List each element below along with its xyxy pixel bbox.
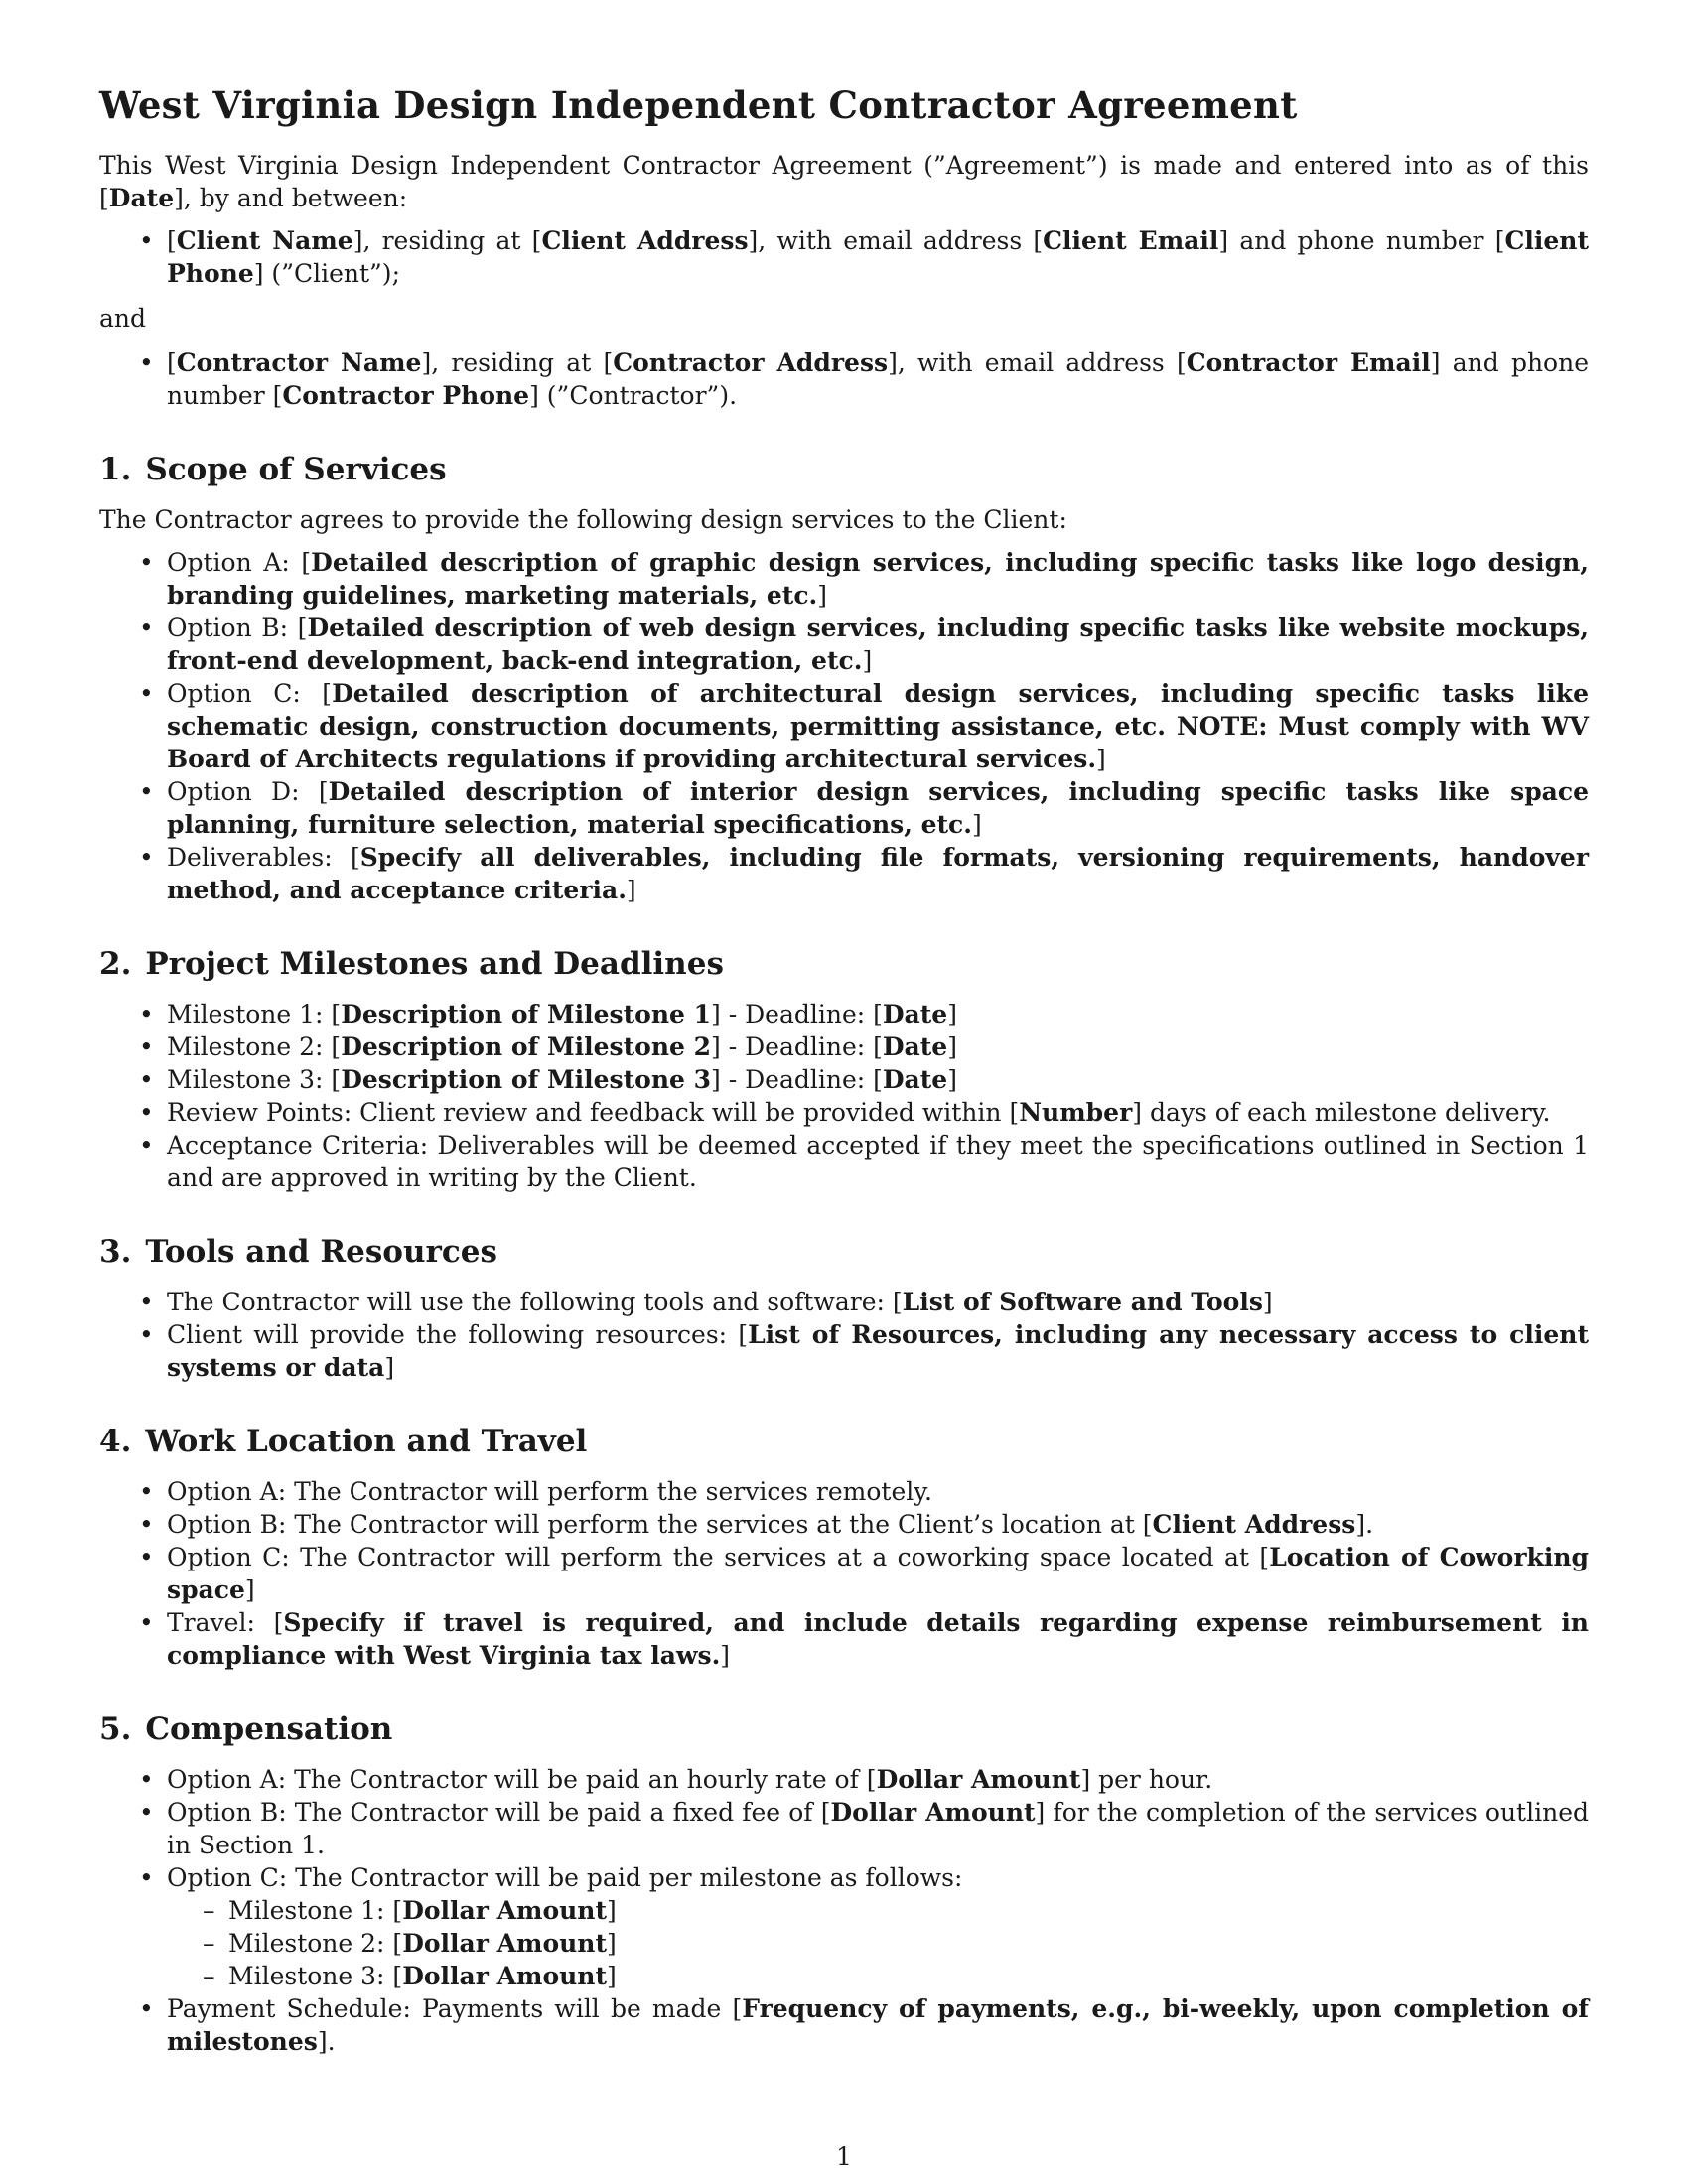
- client-party: • [Client Name], residing at [Client Address], with email address [Client Email] and phone number [Client Phone] (”Client”);: [99, 224, 1589, 290]
- document-title: West Virginia Design Independent Contractor Agreement: [99, 83, 1298, 127]
- list-item: • Option B: [Detailed description of web design services, including specific tasks like website mockups, front-end development, back-end integration, etc.]: [99, 612, 1589, 677]
- scope-intro: The Contractor agrees to provide the following design services to the Client:: [99, 505, 1067, 534]
- list-item: • Option A: [Detailed description of graphic design services, including specific tasks like logo design, branding guidelines, marketing materials, etc.]: [99, 546, 1589, 612]
- list-item: • Option C: The Contractor will be paid per milestone as follows: – Milestone 1: [Dollar Amount] – Milestone 2: [Dollar Amount] – Milestone 3: [Dollar Amount]: [99, 1861, 1589, 1992]
- list-item: • Option A: The Contractor will perform the services remotely.: [99, 1475, 1589, 1508]
- milestone-payment-list: [167, 1894, 1589, 1992]
- scope-list: [99, 546, 1589, 906]
- list-item: • Acceptance Criteria: Deliverables will be deemed accepted if they meet the specifications outlined in Section 1 and are approved in writing by the Client.: [99, 1129, 1589, 1194]
- list-item: • The Contractor will use the following tools and software: [List of Software and Tools]: [99, 1286, 1589, 1318]
- section-heading-location: 4. Work Location and Travel: [99, 1424, 588, 1459]
- list-item: – Milestone 3: [Dollar Amount]: [167, 1960, 1589, 1992]
- client-party-list: [99, 224, 1589, 290]
- date-placeholder: Date: [108, 184, 175, 212]
- and-text: and: [99, 304, 147, 333]
- list-item: • Option C: [Detailed description of architectural design services, including specific tasks like schematic design, construction documents, permitting assistance, etc. NOTE: Must comply with WV Board of Architects regulations if providing architectural services.]: [99, 677, 1589, 775]
- list-item: • Option C: The Contractor will perform the services at a coworking space located at [Location of Coworking space]: [99, 1541, 1589, 1606]
- section-heading-compensation: 5. Compensation: [99, 1711, 393, 1747]
- list-item: – Milestone 1: [Dollar Amount]: [167, 1894, 1589, 1927]
- list-item: • Client will provide the following resources: [List of Resources, including any necessary access to client systems or data]: [99, 1318, 1589, 1384]
- list-item: • Deliverables: [Specify all deliverables, including file formats, versioning requirements, handover method, and acceptance criteria.]: [99, 841, 1589, 906]
- section-heading-tools: 3. Tools and Resources: [99, 1234, 497, 1270]
- contractor-party-list: [99, 346, 1589, 412]
- list-item: • Milestone 3: [Description of Milestone 3] - Deadline: [Date]: [99, 1063, 1589, 1096]
- tools-list: [99, 1286, 1589, 1384]
- list-item: – Milestone 2: [Dollar Amount]: [167, 1927, 1589, 1960]
- list-item: • Milestone 1: [Description of Milestone 1] - Deadline: [Date]: [99, 998, 1589, 1030]
- intro-paragraph: This West Virginia Design Independent Contractor Agreement (”Agreement”) is made and entered into as of this [Date], by and between:: [99, 151, 1589, 212]
- milestone-list: [99, 998, 1589, 1194]
- document-page: [99, 81, 1589, 2068]
- page-number: 1: [836, 2142, 852, 2171]
- list-item: • Option A: The Contractor will be paid an hourly rate of [Dollar Amount] per hour.: [99, 1763, 1589, 1796]
- contractor-party: • [Contractor Name], residing at [Contractor Address], with email address [Contractor Email] and phone number [Contractor Phone] (”Contractor”).: [99, 346, 1589, 412]
- list-item: • Milestone 2: [Description of Milestone 2] - Deadline: [Date]: [99, 1030, 1589, 1063]
- list-item: • Option D: [Detailed description of interior design services, including specific tasks like space planning, furniture selection, material specifications, etc.]: [99, 775, 1589, 841]
- list-item: • Review Points: Client review and feedback will be provided within [Number] days of each milestone delivery.: [99, 1096, 1589, 1129]
- list-item: • Option B: The Contractor will perform the services at the Client’s location at [Client Address].: [99, 1508, 1589, 1541]
- compensation-list: [99, 1763, 1589, 2058]
- section-heading-milestones: 2. Project Milestones and Deadlines: [99, 946, 724, 982]
- list-item: • Option B: The Contractor will be paid a fixed fee of [Dollar Amount] for the completion of the services outlined in Section 1.: [99, 1796, 1589, 1861]
- section-heading-scope: 1. Scope of Services: [99, 452, 447, 487]
- location-list: [99, 1475, 1589, 1672]
- list-item: • Payment Schedule: Payments will be made [Frequency of payments, e.g., bi-weekly, upon completion of milestones].: [99, 1992, 1589, 2058]
- list-item: • Travel: [Specify if travel is required, and include details regarding expense reimbursement in compliance with West Virginia tax laws.]: [99, 1606, 1589, 1672]
